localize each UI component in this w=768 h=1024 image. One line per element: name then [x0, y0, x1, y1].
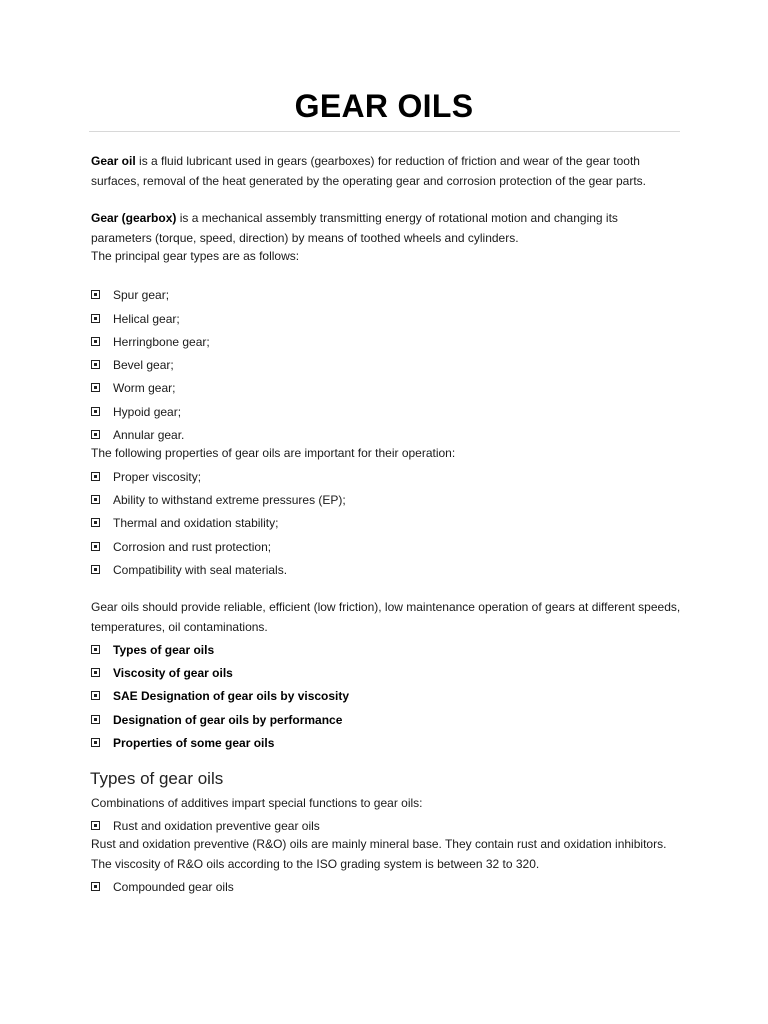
bullet-box-icon — [91, 565, 100, 574]
gearbox-term: Gear (gearbox) — [91, 211, 177, 225]
page-title: GEAR OILS — [294, 88, 474, 124]
list-item: Proper viscosity; — [91, 468, 201, 486]
bullet-box-icon — [91, 645, 100, 654]
bullet-box-icon — [91, 495, 100, 504]
bullet-box-icon — [91, 383, 100, 392]
bullet-box-icon — [91, 715, 100, 724]
list-item: Compounded gear oils — [91, 878, 234, 896]
bullet-box-icon — [91, 407, 100, 416]
list-item: Spur gear; — [91, 286, 169, 304]
bullet-box-icon — [91, 430, 100, 439]
toc-item-properties[interactable]: Properties of some gear oils — [91, 734, 274, 752]
list-item: Thermal and oxidation stability; — [91, 514, 278, 532]
toc-item-performance-designation[interactable]: Designation of gear oils by performance — [91, 711, 342, 729]
gear-types-lead: The principal gear types are as follows: — [91, 249, 300, 263]
bullet-box-icon — [91, 518, 100, 527]
bullet-box-icon — [91, 337, 100, 346]
section-heading: Types of gear oils — [90, 769, 224, 788]
bullet-box-icon — [91, 360, 100, 369]
properties-lead: The following properties of gear oils are important for their operation: — [91, 446, 456, 460]
gearbox-paragraph — [91, 209, 681, 248]
list-item: Helical gear; — [91, 310, 180, 328]
list-item: Herringbone gear; — [91, 333, 210, 351]
list-item: Annular gear. — [91, 426, 184, 444]
toc-item-types[interactable]: Types of gear oils — [91, 641, 214, 659]
list-item: Corrosion and rust protection; — [91, 538, 271, 556]
bullet-box-icon — [91, 290, 100, 299]
bullet-box-icon — [91, 821, 100, 830]
bullet-box-icon — [91, 738, 100, 747]
gearbox-definition: is a mechanical assembly transmitting energy of rotational motion and changing its parameters (torque, speed, direction) by means of toothed wheels and cylinders. — [91, 211, 618, 245]
list-item: Hypoid gear; — [91, 403, 181, 421]
title-divider — [89, 131, 680, 132]
summary-paragraph: Gear oils should provide reliable, efficient (low friction), low maintenance operation of gears at different speeds, temperatures, oil contaminations. — [91, 600, 681, 634]
gear-oil-term: Gear oil — [91, 154, 136, 168]
bullet-box-icon — [91, 472, 100, 481]
gear-oil-definition: is a fluid lubricant used in gears (gearboxes) for reduction of friction and wear of the gear tooth surfaces, removal of the heat generated by the operating gear and corrosion protection of the gear parts. — [91, 154, 647, 188]
bullet-box-icon — [91, 314, 100, 323]
gear-oil-paragraph — [91, 152, 681, 191]
bullet-box-icon — [91, 668, 100, 677]
list-item: Rust and oxidation preventive gear oils — [91, 817, 320, 835]
rno-paragraph: Rust and oxidation preventive (R&O) oils are mainly mineral base. They contain rust and oxidation inhibitors. The viscosity of R&O oils according to the ISO grading system is between 32 to 320. — [91, 837, 667, 871]
toc-item-viscosity[interactable]: Viscosity of gear oils — [91, 664, 233, 682]
list-item: Worm gear; — [91, 379, 175, 397]
list-item: Ability to withstand extreme pressures (EP); — [91, 491, 346, 509]
bullet-box-icon — [91, 882, 100, 891]
bullet-box-icon — [91, 542, 100, 551]
section-lead: Combinations of additives impart special functions to gear oils: — [91, 796, 423, 810]
bullet-box-icon — [91, 691, 100, 700]
list-item: Compatibility with seal materials. — [91, 561, 287, 579]
list-item: Bevel gear; — [91, 356, 174, 374]
toc-item-sae-designation[interactable]: SAE Designation of gear oils by viscosity — [91, 687, 349, 705]
